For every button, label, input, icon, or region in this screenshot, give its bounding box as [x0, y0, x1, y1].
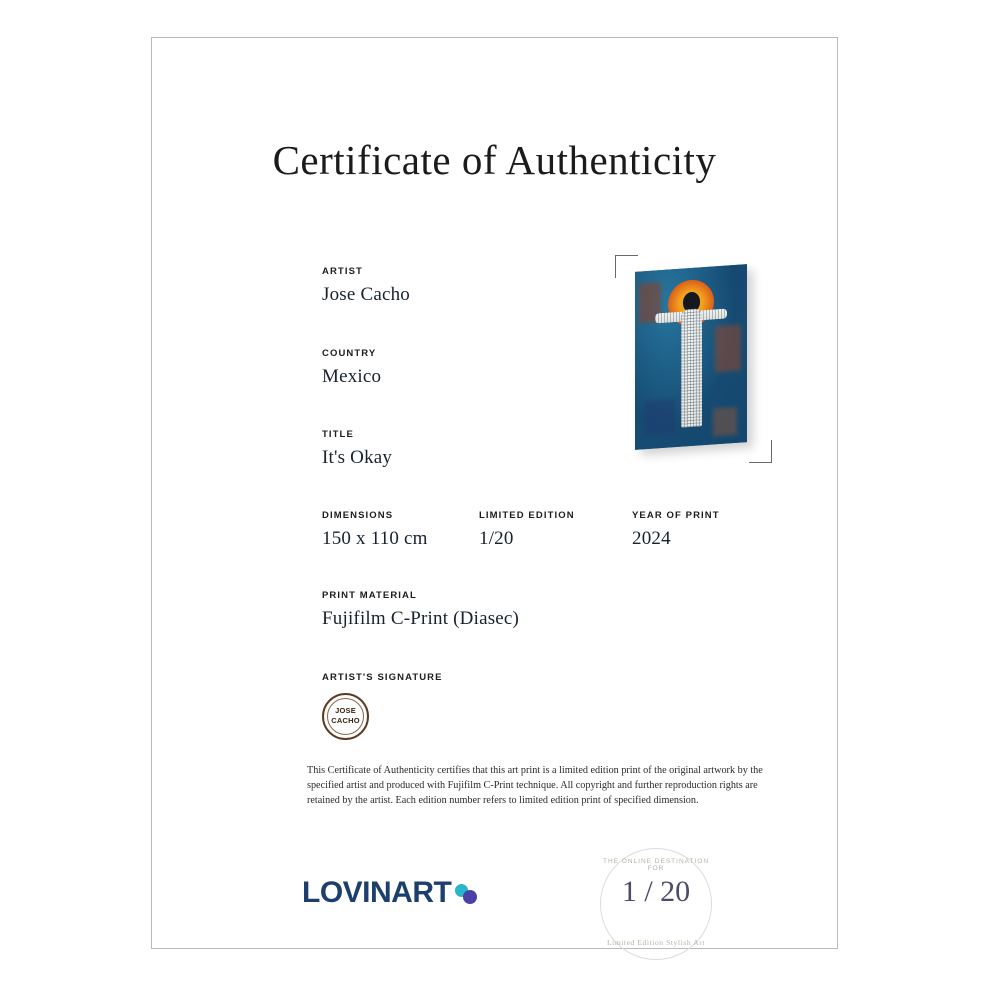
artwork-figure-dress: [681, 308, 702, 427]
signature-stamp-icon: [322, 693, 369, 740]
field-year-of-print-label: YEAR OF PRINT: [632, 510, 720, 521]
artwork-figure-arm-right: [700, 308, 727, 320]
legal-disclaimer-text: This Certificate of Authenticity certifies that this art print is a limited edition print of the original artwork by the specified artist and produced with Fujifilm C-Print technique. All copyright and further reproduction rights are retained by the artist. Each edition number refers to limited edition print of specified dimension.: [307, 765, 763, 807]
edition-seal: [600, 848, 712, 960]
edition-seal-fraction: [601, 875, 711, 909]
signature-stamp-line-2: CACHO: [331, 716, 360, 725]
certificate-footer: [302, 848, 722, 947]
edition-seal-slash: /: [644, 875, 653, 908]
field-dimensions: [322, 510, 479, 550]
artwork-texture-patch: [645, 399, 675, 435]
field-limited-edition: [479, 510, 632, 550]
field-title: [322, 429, 392, 469]
field-country-label: COUNTRY: [322, 348, 377, 359]
edition-seal-numerator: 1: [621, 875, 637, 908]
artwork-preview: [607, 253, 772, 468]
page-title: Certificate of Authenticity: [272, 137, 717, 183]
field-print-material-label: PRINT MATERIAL: [322, 590, 417, 601]
artwork-texture-patch: [713, 407, 737, 437]
field-limited-edition-value: 1/20: [479, 528, 514, 549]
field-title-label: TITLE: [322, 429, 354, 440]
field-artist-signature: [322, 672, 443, 740]
lovinart-dots-icon: [455, 880, 481, 906]
field-country-value: Mexico: [322, 366, 382, 387]
field-artist-signature-label: ARTIST'S SIGNATURE: [322, 672, 443, 683]
field-artist: [322, 266, 410, 306]
field-artist-label: ARTIST: [322, 266, 363, 277]
artwork-texture-patch: [715, 325, 741, 373]
edition-seal-top-text: THE ONLINE DESTINATION FOR: [602, 858, 710, 872]
field-dimensions-label: DIMENSIONS: [322, 510, 394, 521]
field-country: [322, 348, 381, 388]
field-limited-edition-label: LIMITED EDITION: [479, 510, 575, 521]
artwork-image: [635, 264, 747, 450]
field-print-material: [322, 590, 519, 630]
edition-seal-bottom-text: Limited Edition Stylish Art: [606, 938, 706, 947]
field-print-material-value: Fujifilm C-Print (Diasec): [322, 608, 520, 629]
artwork-figure-arm-left: [655, 312, 682, 324]
edition-seal-denominator: 20: [660, 875, 691, 908]
field-title-value: It's Okay: [322, 447, 393, 468]
field-row-dimensions-edition-year: [322, 510, 792, 550]
lovinart-logo: [302, 876, 481, 910]
lovinart-wordmark: LOVINART: [302, 876, 452, 909]
certificate-document: [151, 37, 838, 949]
crop-corner-bottom-right-icon: [749, 440, 772, 463]
field-artist-value: Jose Cacho: [322, 284, 411, 305]
field-year-of-print-value: 2024: [632, 528, 671, 549]
signature-stamp-line-1: JOSE: [335, 706, 356, 715]
field-year-of-print: [632, 510, 772, 550]
field-dimensions-value: 150 x 110 cm: [322, 528, 428, 549]
